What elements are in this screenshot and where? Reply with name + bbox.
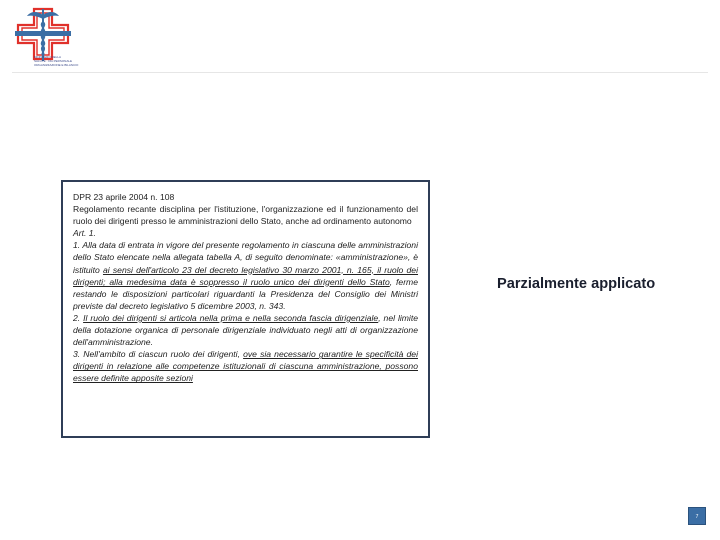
article-title: Art. 1. — [73, 228, 96, 239]
paragraph-2-underlined: Il ruolo dei dirigenti si articola nella prima e nella seconda fascia dirigenziale — [83, 312, 379, 323]
paragraph-2 — [73, 312, 418, 348]
logo-caption-line: ORGANIZZAZIONE E BILANCIO — [34, 63, 79, 67]
paragraph-2-text: 2. — [73, 312, 84, 323]
paragraph-1 — [73, 239, 418, 312]
paragraph-3-underlined: ove sia necessario garantire le specificità dei dirigenti in relazione alle competenze istituzionali di ciascuna amministrazione, possono essere definite apposite sezioni — [73, 349, 418, 384]
decree-text-box — [61, 180, 430, 438]
paragraph-3 — [73, 348, 418, 384]
decree-heading: DPR 23 aprile 2004 n. 108 — [73, 192, 175, 202]
logo-caption-line: MINISTERO DELLA — [34, 55, 62, 59]
header-divider — [12, 72, 708, 73]
paragraph-1-text: 1. Alla data di entrata in vigore del presente regolamento in ciascuna delle amministrazioni dello Stato elencate nella allegata tabella A, di seguito denominate: «amministrazione», è istituito — [73, 240, 418, 275]
paragraph-1-underlined: ai sensi dell'articolo 23 del decreto legislativo 30 marzo 2001, n. 165, il ruolo dei dirigenti; alla medesima data è soppresso il ruolo unico dei dirigenti dello Stato — [73, 264, 419, 287]
paragraph-2-text-end: , nel limite della dotazione organica di personale dirigenziale individuato negli atti di organizzazione dell'amministrazione. — [73, 312, 418, 348]
logo-caption-line: SALUTE · DG PERSONALE — [34, 59, 73, 63]
logo-caption — [34, 55, 124, 67]
status-label: Parzialmente applicato — [497, 276, 656, 292]
decree-title: Regolamento recante disciplina per l'istituzione, l'organizzazione ed il funzionamento del ruolo dei dirigenti presso le amministrazioni dello Stato, anche ad ordinamento autonomo — [73, 204, 418, 227]
page-number: 7 — [688, 507, 706, 525]
paragraph-1-text-end: , ferme restando le disposizioni particolari riguardanti la Presidenza del Consiglio dei Ministri previste dal decreto legislativo 5 dicembre 2003, n. 343. — [73, 276, 418, 311]
paragraph-3-text: 3. Nell'ambito di ciascun ruolo dei dirigenti, — [73, 349, 244, 360]
